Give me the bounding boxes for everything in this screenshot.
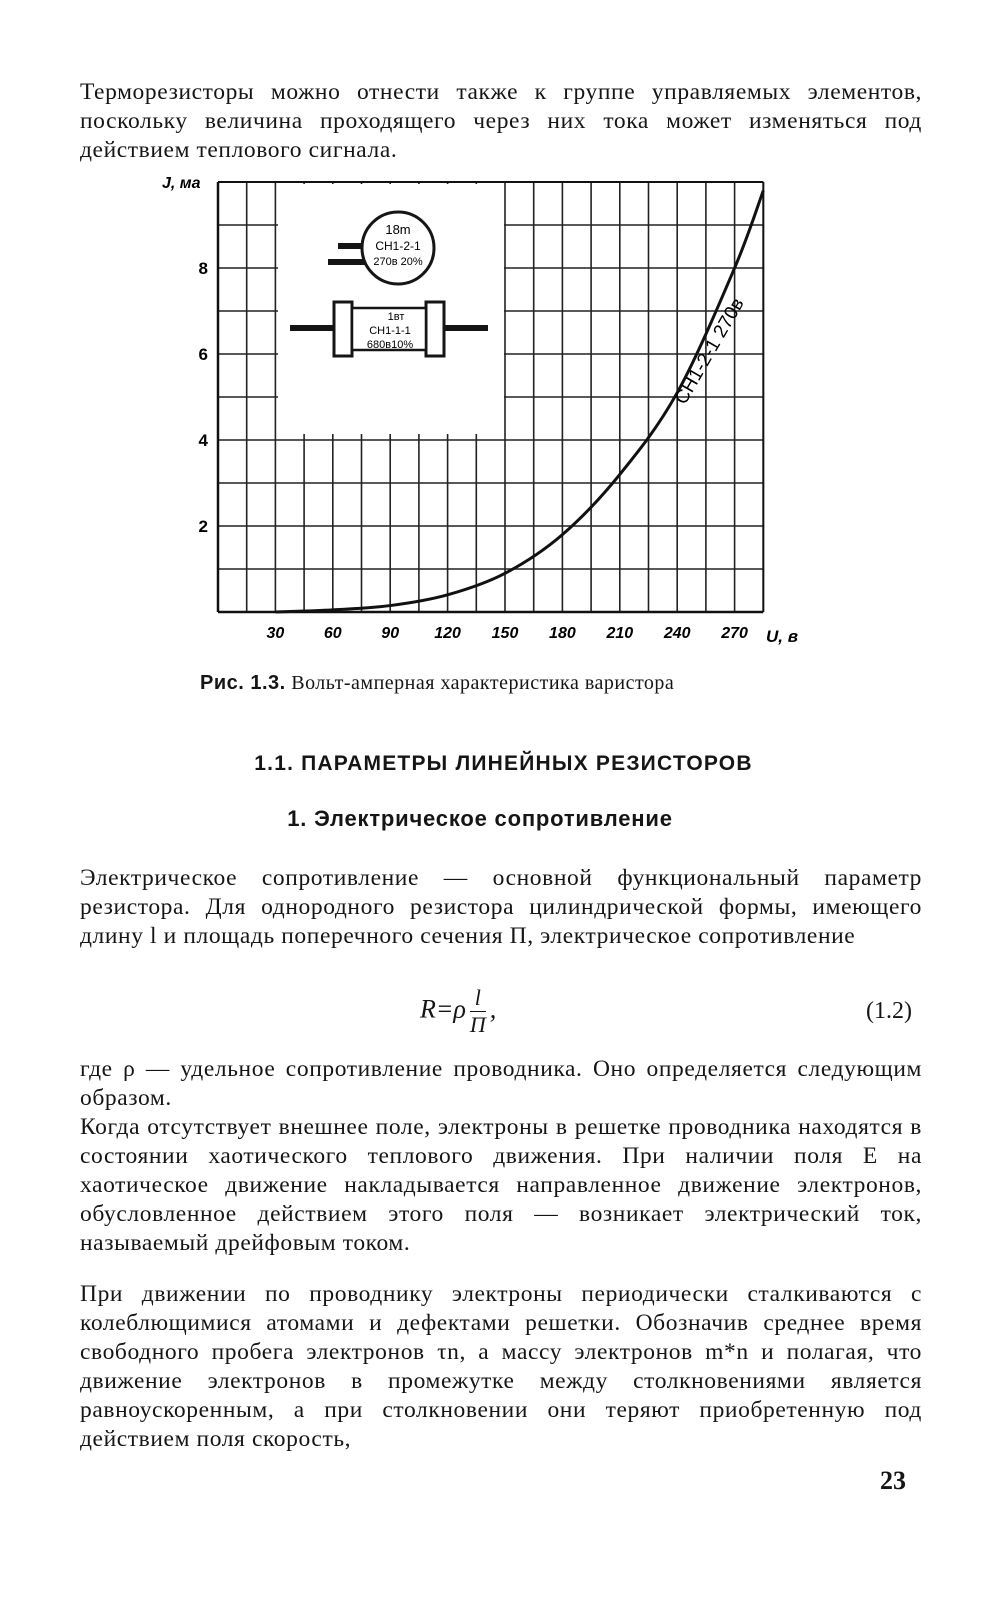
tube-label-line-1: 1вт xyxy=(387,311,405,323)
x-tick-label: 210 xyxy=(606,625,634,642)
equation-tail: , xyxy=(489,994,497,1024)
disc-label-line-3: 270в 20% xyxy=(373,256,423,268)
y-tick-label: 6 xyxy=(198,345,208,364)
x-tick-label: 120 xyxy=(434,625,461,642)
tube-label-line-2: СН1-1-1 xyxy=(369,325,411,337)
y-tick-label: 8 xyxy=(198,259,208,278)
figure-caption-text: Вольт-амперная характеристика варистора xyxy=(291,672,675,694)
series-label: СН1-2-1 270в xyxy=(670,294,749,409)
subsection-heading: 1. Электрическое сопротивление xyxy=(287,806,673,831)
x-tick-label: 60 xyxy=(323,625,342,642)
x-tick-label: 150 xyxy=(491,625,519,642)
equation-fraction xyxy=(470,985,486,1038)
varistor-iv-chart xyxy=(150,172,810,652)
paragraph-drift-current: Когда отсутствует внешнее поле, электроны в решетке проводника находятся в состоянии хаотического теплового движения. При наличии поля E на хаотическое движение накладывается направленное движение электронов, обусловленное действием этого поля — возникает электрический ток, называемый дрейфовым током. xyxy=(80,1114,922,1256)
x-tick-label: 270 xyxy=(721,625,748,642)
tube-label-line-3: 680в10% xyxy=(366,339,414,351)
equation-number: (1.2) xyxy=(866,998,912,1024)
paragraph-rho-definition: где ρ — удельное сопротивление проводника. Оно определяется следующим образом. xyxy=(80,1056,922,1111)
equation-numerator: l xyxy=(470,985,486,1012)
section-heading: 1.1. ПАРАМЕТРЫ ЛИНЕЙНЫХ РЕЗИСТОРОВ xyxy=(254,752,753,775)
y-tick-label: 4 xyxy=(198,431,208,450)
x-tick-label: 180 xyxy=(549,625,576,642)
disc-label-line-2: СН1-2-1 xyxy=(375,239,421,253)
paragraph-resistance-definition: Электрическое сопротивление — основной функциональный параметр резистора. Для однородного резистора цилиндрической формы, имеющего длину l и площадь поперечного сечения П, электрическое сопротивление xyxy=(80,865,922,949)
page-number: 23 xyxy=(880,1466,906,1495)
y-tick-label: 2 xyxy=(198,517,208,536)
equation-lhs: R=ρ xyxy=(420,994,466,1024)
y-axis-label: J, ма xyxy=(162,175,201,192)
equation-1-2 xyxy=(420,985,496,1038)
intro-paragraph: Терморезисторы можно отнести также к группе управляемых элементов, поскольку величина проходящего через них тока может изменяться под действием теплового сигнала. xyxy=(80,79,922,163)
chart-inset xyxy=(278,184,504,434)
x-axis-label: U, в xyxy=(766,627,798,646)
figure-caption xyxy=(200,672,820,695)
x-tick-label: 30 xyxy=(266,625,285,642)
paragraph-electron-collisions: При движении по проводнику электроны периодически сталкиваются с колеблющимися атомами и дефектами решетки. Обозначив среднее время свободного пробега электронов τn, а массу электронов m*n и полагая, что движение электронов в промежутке между столкновениями является равноускоренным, а при столкновении они теряют приобретенную под действием поля скорость, xyxy=(80,1281,922,1452)
disc-label-line-1: 18m xyxy=(385,222,411,237)
x-tick-label: 90 xyxy=(381,625,400,642)
equation-denominator: П xyxy=(469,1012,486,1037)
x-tick-label: 240 xyxy=(663,625,691,642)
figure-caption-label: Рис. 1.3. xyxy=(200,672,286,694)
